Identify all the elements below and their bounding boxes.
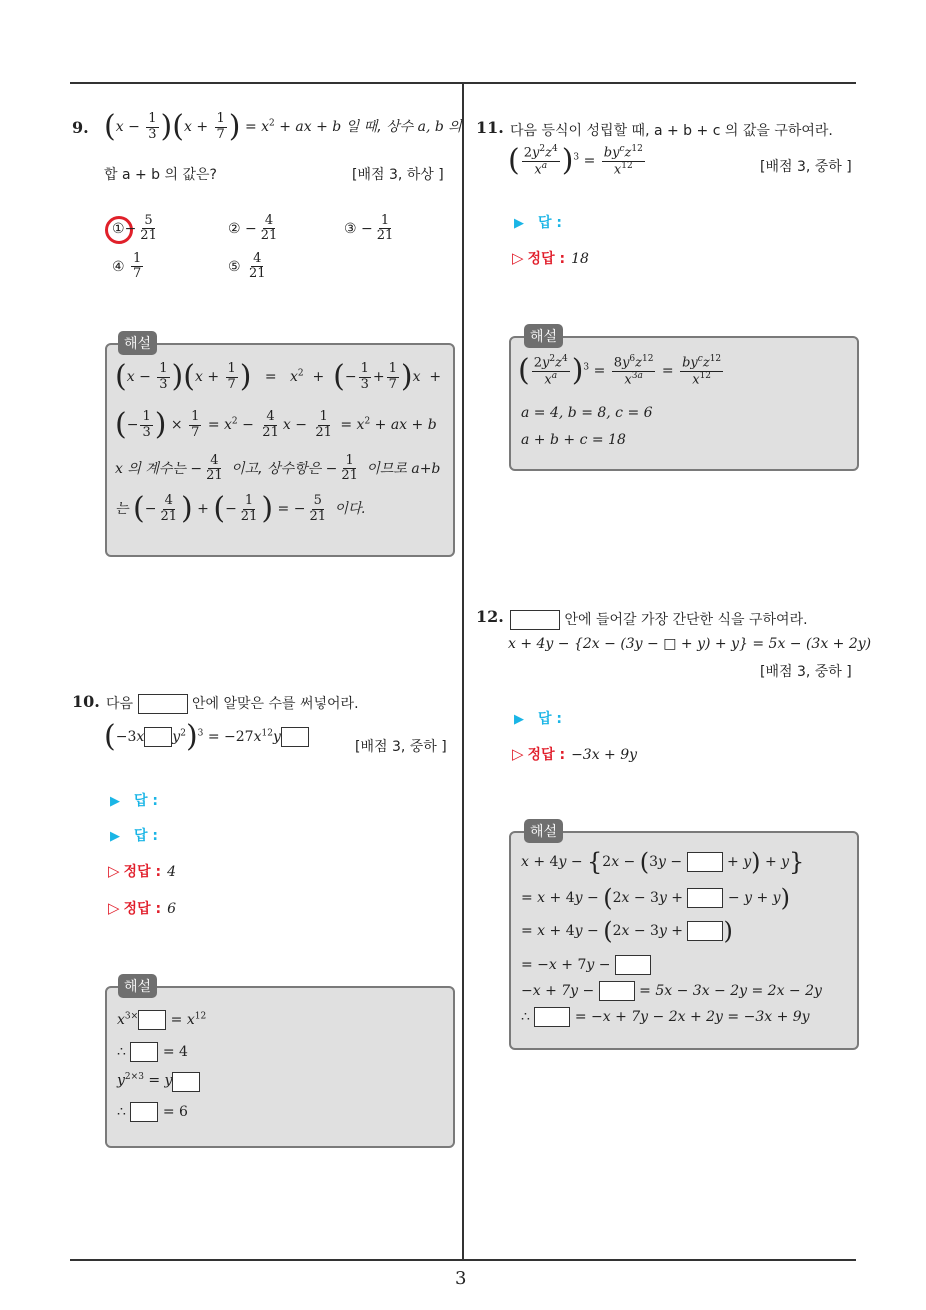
q12-answer[interactable]: ▶ 답 :: [514, 711, 562, 727]
q12-sol-line5: −x + 7y − = 5x − 3x − 2y = 2x − 2y: [521, 983, 822, 999]
q12-equation: x + 4y − {2x − (3y − □ + y) + y} = 5x − (3x + 2y): [508, 636, 872, 652]
q9-choice-2[interactable]: ② − $\frac{4}{21}$: [228, 213, 278, 244]
q11-sol-line1: ( $\frac{2y^2z^4}{x^a}$ )$^3$ = $\frac{8y^6z^{12}}{x^{3a}}$ = $\frac{by^cz^{12}}{x^{12}}$: [518, 353, 722, 389]
q10-score: [배점 3, 중하 ]: [355, 739, 447, 755]
q9-stem-line2: 합 a + b 의 값은?: [104, 167, 217, 183]
q9-stem-text1: 일 때, 상수: [345, 119, 414, 135]
q12-score: [배점 3, 중하 ]: [760, 664, 852, 680]
q11-sol-line3: a + b + c = 18: [521, 432, 626, 448]
q12-sol-line2: = x + 4y − (2x − 3y + − y + y): [521, 884, 790, 912]
outline-triangle-icon: ▷: [512, 745, 524, 763]
q10-answer-1[interactable]: ▶ 답 :: [110, 793, 158, 809]
q10-correct-2: ▷ 정답 : 6: [108, 899, 176, 917]
q10-sol-line3: $y^{2\times 3} = y$: [117, 1072, 200, 1092]
q10-blank-2[interactable]: [281, 727, 309, 747]
q11-sol-line2: a = 4, b = 8, c = 6: [521, 405, 653, 421]
play-icon: ▶: [514, 712, 524, 727]
q10-sol-line4: ∴ = 6: [117, 1104, 188, 1120]
q11-number: 11.: [476, 118, 504, 137]
q9-sol-line3: x 의 계수는 − $\frac{4}{21}$ 이고, 상수항은 − $\frac{1}{21}$ 이므로 a+b: [115, 453, 441, 484]
q10-stem-blank: [138, 694, 188, 714]
q9-choice-4[interactable]: ④ $\frac{1}{7}$: [112, 251, 142, 282]
q12-solution-tag: 해설: [524, 819, 563, 843]
q9-solution-tag: 해설: [118, 331, 157, 355]
q11-answer[interactable]: ▶ 답 :: [514, 215, 562, 231]
q12-sol-line6: ∴ = −x + 7y − 2x + 2y = −3x + 9y: [521, 1009, 810, 1025]
bottom-rule: [70, 1259, 856, 1261]
q11-stem: 다음 등식이 성립할 때, a + b + c 의 값을 구하여라.: [510, 123, 833, 139]
q10-number: 10.: [72, 692, 100, 711]
q12-sol-line3: = x + 4y − (2x − 3y + ): [521, 917, 733, 945]
q11-solution-tag: 해설: [524, 324, 563, 348]
q10-correct-1: ▷ 정답 : 4: [108, 862, 176, 880]
outline-triangle-icon: ▷: [108, 899, 120, 917]
q9-number: 9.: [72, 118, 89, 137]
play-icon: ▶: [514, 216, 524, 231]
q9-score: [배점 3, 하상 ]: [352, 167, 444, 183]
play-icon: ▶: [110, 829, 120, 844]
q10-sol-line1: $x^{3\times} = x^{12}$: [117, 1011, 207, 1028]
page-number: 3: [455, 1268, 467, 1289]
q11-score: [배점 3, 중하 ]: [760, 159, 852, 175]
q9-stem-vars: a, b: [417, 119, 444, 135]
q10-stem: 다음 안에 알맞은 수를 써넣어라.: [106, 696, 359, 712]
q9-sol-line2: (− $\frac{1}{3}$ ) × $\frac{1}{7}$ = $x^2$ − $\frac{4}{21}$ x − $\frac{1}{21}$ = $x^2$ + ax + b: [115, 407, 437, 442]
outline-triangle-icon: ▷: [512, 249, 524, 267]
q9-stem-line1: (x − $\frac{1}{3}$ )(x + $\frac{1}{7}$ ) = $x^2$ + ax + b 일 때, 상수 a, b 의: [104, 109, 462, 144]
q12-sol-line4: = −x + 7y −: [521, 955, 651, 975]
q10-answer-2[interactable]: ▶ 답 :: [110, 828, 158, 844]
q12-correct: ▷ 정답 : −3x + 9y: [512, 745, 638, 763]
q11-correct: ▷ 정답 : 18: [512, 249, 589, 267]
q10-sol-line2: ∴ = 4: [117, 1044, 188, 1060]
q11-equation: ( $\frac{2y^2z^4}{x^a}$ )$^3$ = $\frac{by^cz^{12}}{x^{12}}$: [508, 143, 643, 179]
q12-stem: 안에 들어갈 가장 간단한 식을 구하여라.: [510, 609, 808, 630]
play-icon: ▶: [110, 794, 120, 809]
q12-stem-blank: [510, 610, 560, 630]
q10-solution-tag: 해설: [118, 974, 157, 998]
outline-triangle-icon: ▷: [108, 862, 120, 880]
column-divider: [462, 83, 464, 1260]
q9-choice-3[interactable]: ③ − $\frac{1}{21}$: [344, 213, 394, 244]
q10-blank-1[interactable]: [144, 727, 172, 747]
q12-sol-line1: x + 4y − {2x − (3y − + y) + y}: [521, 848, 805, 876]
q9-stem-text2: 의: [448, 119, 462, 135]
q9-sol-line4: 는 (− $\frac{4}{21}$ ) + (− $\frac{1}{21}$ ) = − $\frac{5}{21}$ 이다.: [115, 491, 366, 526]
q10-equation: (−3x $y^2)^3 = -27x^{12}y$: [104, 722, 309, 752]
q9-choice-5[interactable]: ⑤ $\frac{4}{21}$: [228, 251, 266, 282]
q12-number: 12.: [476, 607, 504, 626]
q9-choice-1[interactable]: ①− $\frac{5}{21}$: [112, 213, 157, 244]
q9-sol-line1: (x − $\frac{1}{3}$ )(x + $\frac{1}{7}$ ) = $x^2$ + (− $\frac{1}{3}$ + $\frac{1}{7}$ )x +: [115, 359, 442, 394]
